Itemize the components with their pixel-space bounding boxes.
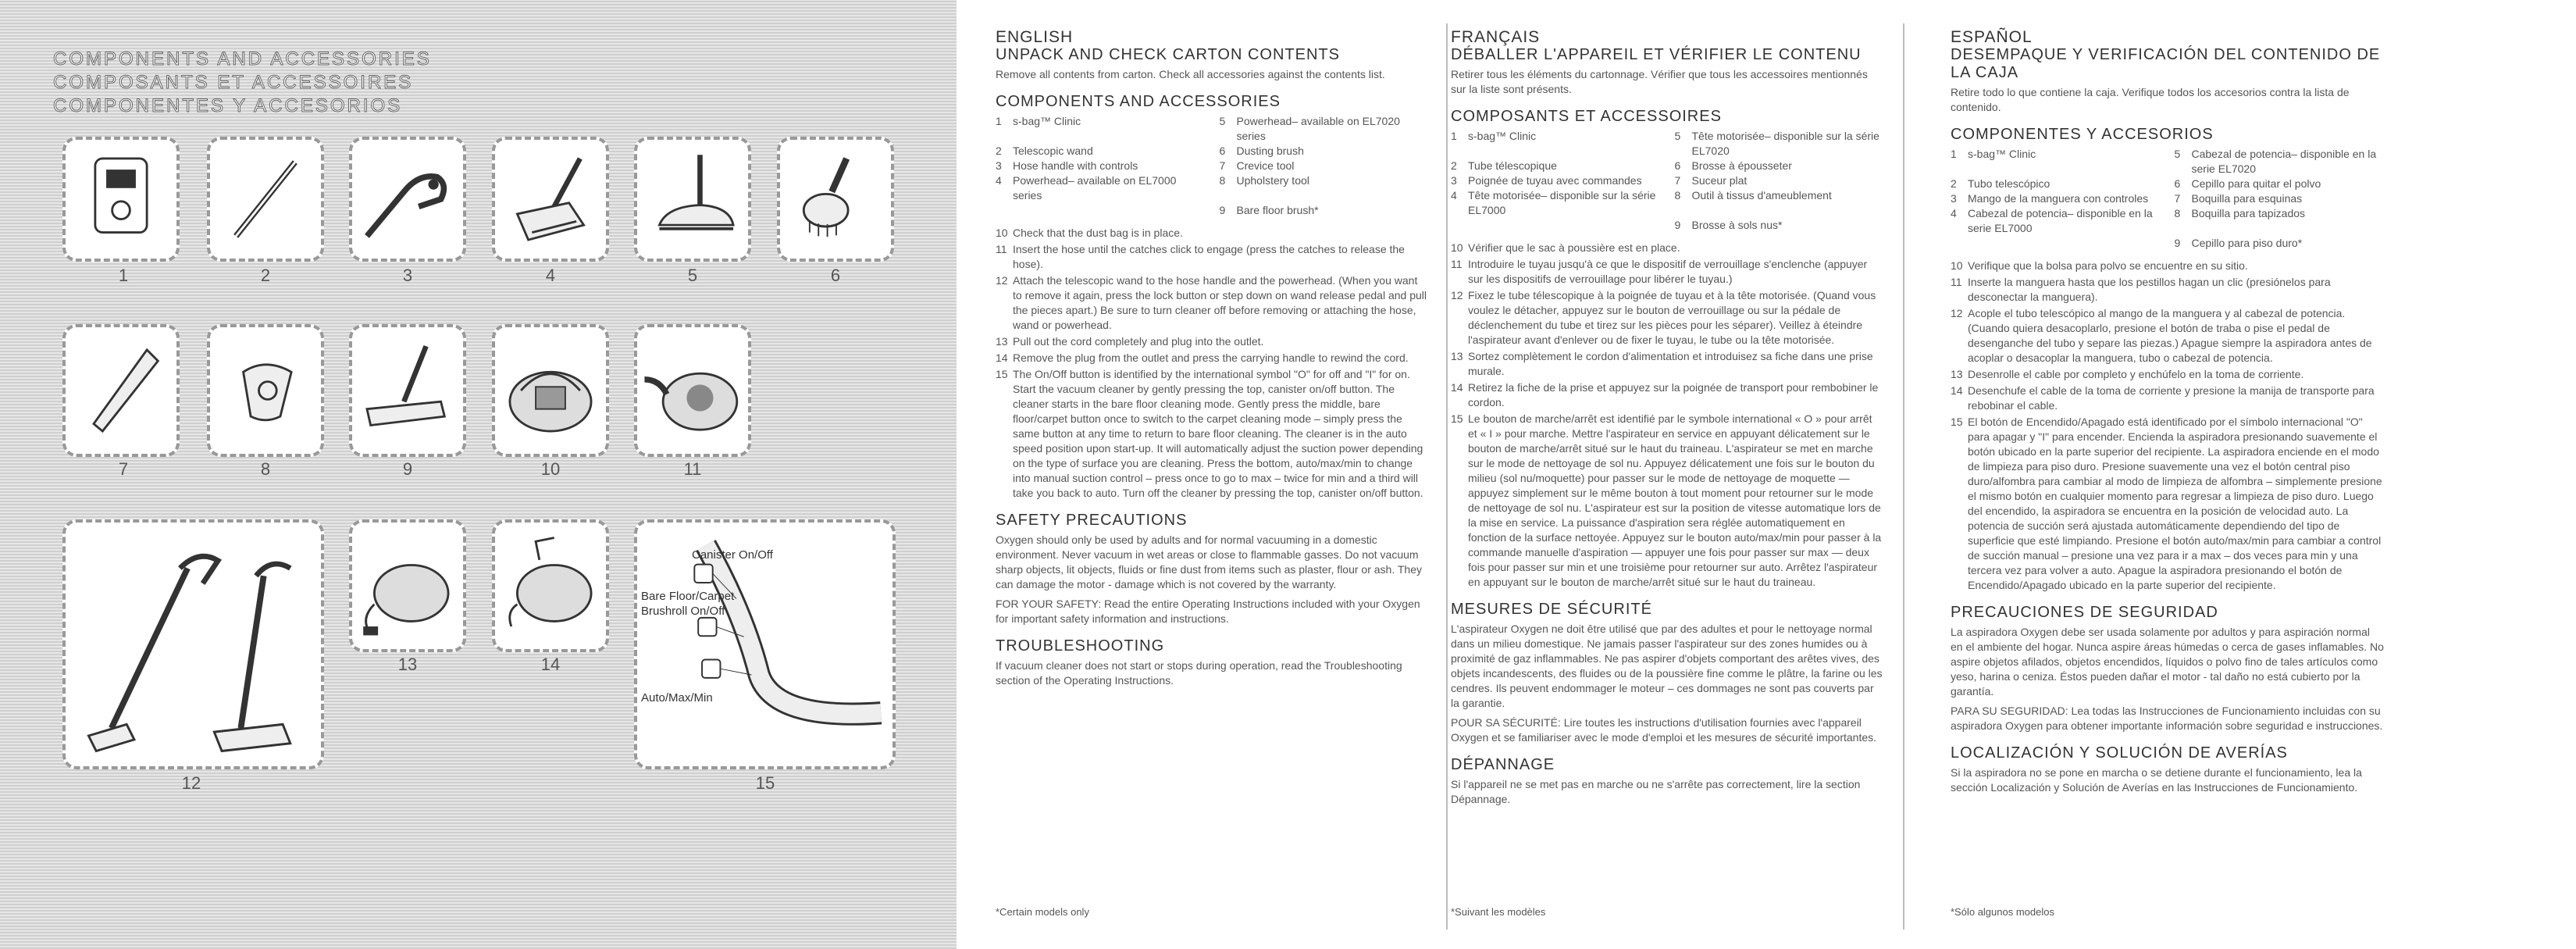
step-number: 13 [996, 335, 1008, 348]
item-text: Powerhead– available on EL7020 series [1236, 115, 1400, 142]
step-number: 13 [1951, 368, 1963, 380]
item-text: Outil à tissus d'ameublement [1691, 189, 1832, 202]
list-item [1220, 114, 1430, 144]
figure-2-wand [207, 137, 324, 262]
figure-12-assembly [62, 519, 324, 769]
list-item [1220, 173, 1430, 203]
item-number: 1 [996, 115, 1002, 127]
footnote-fr: *Suivant les modèles [1451, 906, 1546, 918]
step-number: 15 [1451, 412, 1463, 425]
item-number: 9 [2174, 237, 2181, 249]
section-title: PRECAUCIONES DE SEGURIDAD [1951, 604, 2218, 621]
list-item [1951, 236, 2161, 251]
step-number: 11 [1451, 258, 1463, 270]
section-title: COMPONENTES Y ACCESORIOS [1951, 126, 2214, 143]
step-text: Desenchufe el cable de la toma de corriente y presione la manija de transporte para rebobinar el cable. [1968, 384, 2375, 412]
figure-number: 15 [755, 773, 775, 793]
powerhead-icon [637, 140, 748, 259]
callout-canister: Canister On/Off [692, 548, 773, 562]
list-item [996, 144, 1206, 159]
list-item [2175, 206, 2385, 236]
step-item [1951, 415, 2384, 593]
paragraph: Retirer tous les éléments du cartonnage. Vérifier que tous les accessoires mentionnés sur la liste sont présents. [1451, 68, 1868, 95]
powerhead-icon [495, 140, 606, 259]
step-text: Retirez la fiche de la prise et appuyez sur la poignée de transport pour rembobiner le cordon. [1468, 381, 1879, 408]
step-number: 14 [1451, 381, 1463, 394]
item-text: s-bag™ Clinic [1013, 115, 1081, 127]
item-text: Tube télescopique [1468, 159, 1557, 172]
item-text: Tête motorisée– disponible sur la série EL7020 [1691, 130, 1879, 157]
item-number: 4 [996, 174, 1002, 187]
item-number: 7 [1674, 174, 1681, 187]
paragraph: Remove all contents from carton. Check all accessories against the contents list. [996, 68, 1385, 80]
figure-13-pull-cord [349, 519, 466, 652]
panel-title-es: COMPONENTES Y ACCESORIOS [53, 95, 403, 116]
figure-number: 1 [118, 266, 129, 285]
paragraph: Si l'appareil ne se met pas en marche ou ne s'arrête pas correctement, lire la section Dépannage. [1451, 778, 1861, 805]
section-title: COMPONENTS AND ACCESSORIES [996, 93, 1281, 110]
list-item [2175, 177, 2385, 191]
section-title: LOCALIZACIÓN Y SOLUCIÓN DE AVERÍAS [1951, 744, 2288, 762]
list-item [1951, 206, 2161, 236]
figure-number: 3 [402, 266, 413, 285]
column-spanish [1951, 30, 2384, 800]
figure-number: 11 [683, 459, 702, 479]
figure-number: 14 [540, 655, 561, 674]
figure-number: 12 [181, 773, 201, 793]
item-text: Powerhead– available on EL7000 series [1013, 174, 1177, 202]
crevice-tool-icon [66, 327, 176, 454]
step-number: 14 [1951, 384, 1963, 397]
item-number: 9 [1674, 219, 1681, 231]
list-item [2175, 147, 2385, 177]
list-item [1451, 129, 1661, 159]
section-title: MESURES DE SÉCURITÉ [1451, 601, 1652, 618]
vacuum-canister-icon [495, 327, 606, 454]
list-item [1451, 173, 1661, 188]
figure-7-crevice-tool [62, 324, 180, 457]
step-text: Sortez complètement le cordon d'alimentation et introduisez sa fiche dans une prise murale. [1468, 350, 1873, 377]
step-number: 15 [996, 368, 1008, 380]
item-number: 4 [1951, 207, 1957, 219]
step-text: Insert the hose until the catches click to engage (press the catches to release the hose). [1013, 243, 1405, 270]
step-number: 10 [996, 227, 1008, 239]
list-item [1951, 147, 2161, 177]
step-number: 12 [1451, 289, 1463, 301]
figure-3-hose-handle [349, 137, 466, 262]
list-item [996, 173, 1206, 203]
item-number: 7 [2174, 192, 2181, 205]
figure-15-controls [634, 519, 896, 769]
callout-auto: Auto/Max/Min [641, 691, 713, 705]
item-text: s-bag™ Clinic [1968, 148, 2036, 160]
paragraph: PARA SU SEGURIDAD: Lea todas las Instrucciones de Funcionamiento incluidas con su aspiradora Oxygen para obtener importante información sobre seguridad e instrucciones. [1951, 705, 2383, 732]
column-divider [1903, 23, 1904, 929]
section-title: DESEMPAQUE Y VERIFICACIÓN DEL CONTENIDO DE LA CAJA [1951, 46, 2381, 81]
figure-5-powerhead [634, 137, 751, 262]
step-text: Verifique que la bolsa para polvo se encuentre en su sitio. [1968, 259, 2248, 272]
steps-list [1951, 259, 2384, 593]
step-number: 10 [1951, 259, 1963, 272]
item-number: 1 [1951, 148, 1957, 160]
step-text: Remove the plug from the outlet and press the carrying handle to rewind the cord. [1013, 351, 1409, 364]
item-number: 6 [1674, 159, 1681, 172]
item-text: Cepillo para piso duro* [2191, 237, 2303, 249]
figure-6-dusting-brush [777, 137, 894, 262]
list-item [1220, 203, 1430, 218]
language-heading: ESPAÑOL [1951, 28, 2033, 46]
list-item [1675, 173, 1885, 188]
item-number: 8 [1219, 174, 1226, 187]
list-item [1451, 218, 1661, 233]
item-text: Bare floor brush* [1236, 204, 1319, 216]
step-item [996, 242, 1429, 272]
panel-title-en: COMPONENTS AND ACCESSORIES [53, 48, 432, 70]
step-text: Check that the dust bag is in place. [1013, 227, 1183, 239]
step-item [996, 226, 1429, 241]
item-text: Telescopic wand [1013, 144, 1093, 157]
figure-number: 8 [260, 459, 271, 479]
section-title: COMPOSANTS ET ACCESSOIRES [1451, 108, 1722, 125]
item-number: 3 [1951, 192, 1957, 205]
step-number: 15 [1951, 416, 1963, 428]
language-heading: FRANÇAIS [1451, 28, 1541, 46]
item-text: Dusting brush [1236, 144, 1304, 157]
step-item [1951, 306, 2384, 366]
column-divider [1446, 23, 1448, 929]
step-item [1951, 259, 2384, 273]
step-text: Le bouton de marche/arrêt est identifié par le symbole international « O » pour arrêt et « I » pour marche. Mettre l'aspirateur en service en appuyant délicatement sur le bouton de marche/arrêt situé sur le haut du traineau. L'aspirateur se met en marche sur le mode de nettoyage de sol nu. Appuyez délicatement une fois sur le bouton du milieu (sol nu/moquette) pour passer sur le mode de nettoyage de moquette — appuyez simplement sur le même bouton à tout moment pour retourner sur le mode de nettoyage de sol nu. L'aspirateur est sur la position de vitesse automatique lors de la mise en service. La puissance d'aspiration sera réglée automatiquement en fonction de la surface nettoyée. Appuyez sur le bouton auto/max/min pour passer à la commande manuelle d'aspiration — appuyer une fois pour passer sur max — deux fois pour passer sur min et une troisième pour retourner sur auto. Arrêtez l'aspirateur en appuyant sur le bouton de marche/arrêt situé sur le haut du traineau. [1468, 412, 1882, 588]
step-text: Desenrolle el cable por completo y enchúfelo en la toma de corriente. [1968, 368, 2304, 380]
column-english [996, 30, 1429, 693]
item-text: Suceur plat [1691, 174, 1748, 187]
list-item [996, 114, 1206, 144]
section-title: UNPACK AND CHECK CARTON CONTENTS [996, 46, 1340, 63]
column-french [1451, 30, 1884, 812]
list-item [1675, 188, 1885, 218]
item-text: Cepillo para quitar el polvo [2191, 177, 2321, 190]
section-title: DÉBALLER L'APPAREIL ET VÉRIFIER LE CONTENU [1451, 46, 1862, 63]
step-item [1451, 349, 1884, 379]
step-item [996, 351, 1429, 366]
list-item [1951, 177, 2161, 191]
step-item [996, 273, 1429, 333]
paragraph: If vacuum cleaner does not start or stops during operation, read the Troubleshooting section of the Operating Instructions. [996, 659, 1402, 687]
item-number: 5 [2174, 148, 2181, 160]
paragraph: POUR SA SÉCURITÉ: Lire toutes les instructions d'utilisation fournies avec l'appareil Oxygen et se familiariser avec le mode d'emploi et les mesures de sécurité importantes. [1451, 716, 1877, 744]
step-text: Acople el tubo telescópico al mango de la manguera y al cabezal de potencia. (Cuando quiera desacoplarlo, presione el botón de traba o pise el pedal de desenganche del tubo y separe las piezas.) Apague siempre la aspiradora antes de acoplar o desacoplar la manguera, tubo o cabezal de potencia. [1968, 307, 2372, 364]
list-item [1220, 144, 1430, 159]
figure-number: 4 [545, 266, 556, 285]
item-text: Brosse à épousseter [1691, 159, 1792, 172]
item-number: 7 [1219, 159, 1226, 172]
dust-bag-icon [66, 140, 176, 259]
step-text: Attach the telescopic wand to the hose handle and the powerhead. (When you want to remove it again, press the lock button or step down on wand release pedal and pull the pieces apart.) Be sure to turn cleaner off before removing or attaching the hose, wand or powerhead. [1013, 274, 1427, 331]
paragraph: FOR YOUR SAFETY: Read the entire Operating Instructions included with your Oxygen for important safety information and instructions. [996, 598, 1420, 625]
floor-brush-icon [352, 327, 463, 454]
item-text: s-bag™ Clinic [1468, 130, 1537, 142]
item-text: Boquilla para esquinas [2191, 192, 2303, 205]
figure-number: 10 [540, 459, 561, 479]
list-item [1220, 159, 1430, 173]
item-text: Upholstery tool [1236, 174, 1309, 187]
step-item [1451, 380, 1884, 410]
panel-title-fr: COMPOSANTS ET ACCESSOIRES [53, 72, 414, 93]
list-item [1951, 191, 2161, 206]
figure-14-rewind-cord [492, 519, 609, 652]
figure-1-sbag [62, 137, 180, 262]
vacuum-canister-icon [352, 523, 463, 649]
step-text: Pull out the cord completely and plug into the outlet. [1013, 335, 1264, 348]
list-item [1451, 188, 1661, 218]
item-number: 8 [2174, 207, 2181, 219]
step-item [996, 334, 1429, 349]
step-item [1951, 275, 2384, 305]
paragraph: La aspiradora Oxygen debe ser usada solamente por adultos y para aspiración normal en el ambiente del hogar. Nunca aspire áreas húmedas o cerca de gases inflamables. No aspire objetos afilados, objetos encendidos, líquidos o polvo fino de tales artículos como yeso, harina o ceniza. Éstos pueden dañar el motor - tal daño no está cubierto por la garantía. [1951, 626, 2384, 697]
item-text: Cabezal de potencia– disponible en la serie EL7020 [2191, 148, 2377, 175]
step-text: El botón de Encendido/Apagado está identificado por el símbolo internacional "O" para apagar y "I" para encender. Encienda la aspiradora presionando suavemente el botón ubicado en la parte superior del recipiente. La aspiradora enciende en el modo de limpieza para piso duro. Presione suavemente una vez el botón central piso duro/alfombra para cambiar al modo de limpieza de alfombra – simplemente presione el mismo botón en cualquier momento para regresar a limpieza de piso duro. Luego del encendido, la aspiradora se encuentra en la posición de velocidad auto. La potencia de succión será ajustada automáticamente dependiendo del tipo de superficie que esté limpiando. Presione el botón auto/max/min para cambiar a control de succión manual – presione una vez para ir a max – dos veces para min y una tercera vez para volver a auto. Apague la aspiradora presionando el botón de Encendido/Apagado ubicado en la parte superior del recipiente. [1968, 416, 2382, 591]
item-text: Tête motorisée– disponible sur la série EL7000 [1468, 189, 1656, 216]
item-number [1951, 236, 1968, 251]
steps-list [1451, 241, 1884, 590]
step-item [1451, 412, 1884, 590]
item-text: Brosse à sols nus* [1691, 219, 1783, 231]
figure-number: 9 [402, 459, 413, 479]
list-item [1675, 129, 1885, 159]
figure-number: 5 [687, 266, 698, 285]
item-number: 2 [1451, 159, 1457, 172]
dusting-brush-icon [780, 140, 891, 259]
item-number: 4 [1451, 189, 1457, 202]
item-number [996, 203, 1013, 218]
figure-8-upholstery-tool [207, 324, 324, 457]
list-item [1675, 218, 1885, 233]
figure-number: 6 [830, 266, 841, 285]
list-item [1451, 159, 1661, 173]
item-number: 9 [1219, 204, 1226, 216]
step-number: 11 [996, 243, 1007, 255]
step-text: The On/Off button is identified by the international symbol "O" for off and "I" for on. Start the vacuum cleaner by gently pressing the top, canister on/off button. The cleaner starts in the bare floor cleaning mode. Gently press the middle, bare floor/carpet button once to switch to the carpet cleaning mode – simply press the same button at any time to return to bare floor cleaning. The cleaner is in the auto speed position upon start-up. It will automatically adjust the suction power depending on the type of surface you are cleaning. Press the bottom, auto/max/min to change into manual suction control – press once to go to max – twice for min and a third will take you back to auto. Turn off the cleaner by pressing the top, canister on/off button. [1013, 368, 1423, 499]
item-number: 2 [996, 144, 1002, 157]
paragraph: Si la aspiradora no se pone en marcha o se detiene durante el funcionamiento, lea la sección Localización y Solución de Averías en las Instrucciones de Funcionamiento. [1951, 766, 2362, 794]
item-number [1451, 218, 1468, 233]
step-text: Vérifier que le sac à poussière est en place. [1468, 241, 1680, 254]
figure-number: 2 [260, 266, 271, 285]
callout-floor: Bare Floor/Carpet Brushroll On/Off [641, 590, 735, 618]
vacuum-canister-icon [495, 523, 606, 649]
vacuum-canister-icon [637, 327, 748, 454]
footnote-en: *Certain models only [996, 906, 1089, 918]
section-title: DÉPANNAGE [1451, 756, 1555, 773]
item-text: Mango de la manguera con controles [1968, 192, 2149, 205]
step-number: 13 [1451, 350, 1463, 362]
figure-11-insert-hose [634, 324, 751, 457]
illustration-panel [0, 0, 957, 949]
list-item [2175, 236, 2385, 251]
step-item [1451, 257, 1884, 287]
figure-9-floor-brush [349, 324, 466, 457]
step-number: 11 [1951, 276, 1962, 288]
list-item [2175, 191, 2385, 206]
step-number: 10 [1451, 241, 1463, 254]
item-number: 6 [2174, 177, 2181, 190]
item-number: 8 [1674, 189, 1681, 202]
item-number: 5 [1219, 115, 1226, 127]
footnote-es: *Sólo algunos modelos [1951, 906, 2054, 918]
paragraph: L'aspirateur Oxygen ne doit être utilisé que par des adultes et pour le nettoyage normal dans un milieu domestique. Ne jamais passer l'aspirateur sur des zones humides ou à proximité de gaz inflammables. Ne pas aspirer d'objets comportant des arêtes vives, des objets incandescents, des fluides ou de la poussière fine comme le plâtre, la farine ou les cendres. Ils peuvent endommager le moteur – ces dommages ne sont pas couverts par la garantie. [1451, 623, 1883, 709]
item-text: Cabezal de potencia– disponible en la serie EL7000 [1968, 207, 2153, 234]
step-item [1451, 288, 1884, 348]
figure-number: 7 [118, 459, 129, 479]
list-item [1675, 159, 1885, 173]
item-number: 3 [996, 159, 1002, 172]
step-number: 14 [996, 351, 1008, 364]
vacuum-wand-assembly-icon [66, 523, 321, 766]
item-number: 2 [1951, 177, 1957, 190]
item-text: Boquilla para tapizados [2191, 207, 2306, 219]
step-number: 12 [996, 274, 1008, 287]
paragraph: Retire todo lo que contiene la caja. Verifique todos los accesorios contra la lista de contenido. [1951, 86, 2350, 113]
item-number: 3 [1451, 174, 1457, 187]
step-text: Fixez le tube télescopique à la poignée de tuyau et à la tête motorisée. (Quand vous voulez le détacher, appuyez sur le bouton de verrouillage ou sur la pédale de déclenchement du tube et tirez sur les pièces pour les séparer). Veillez à éteindre l'aspirateur avant d'enlever ou de fixer le tuyau, le tube ou la tête motorisée. [1468, 289, 1876, 346]
list-item [996, 159, 1206, 173]
item-text: Hose handle with controls [1013, 159, 1138, 172]
item-text: Crevice tool [1236, 159, 1295, 172]
item-number: 1 [1451, 130, 1457, 142]
figure-4-powerhead [492, 137, 609, 262]
item-text: Poignée de tuyau avec commandes [1468, 174, 1642, 187]
step-item [1451, 241, 1884, 255]
paragraph: Oxygen should only be used by adults and for normal vacuuming in a domestic environment. Never vacuum in wet areas or close to flammable gasses. Do not vacuum sharp objects, lit objects, fluids or fine dust from items such as plaster, flour or ash. They can damage the motor - damage which is not covered by the warranty. [996, 533, 1422, 590]
telescopic-wand-icon [210, 140, 321, 259]
upholstery-tool-icon [210, 327, 321, 454]
section-title: SAFETY PRECAUTIONS [996, 512, 1188, 529]
step-text: Inserte la manguera hasta que los pestillos hagan un clic (presiónelos para desconectar la manguera). [1968, 276, 2331, 303]
steps-list [996, 226, 1429, 501]
item-number: 5 [1674, 130, 1681, 142]
section-title: TROUBLESHOOTING [996, 637, 1165, 655]
list-item [996, 203, 1206, 218]
figure-10-dust-bag-check [492, 324, 609, 457]
item-text: Tubo telescópico [1968, 177, 2050, 190]
step-text: Introduire le tuyau jusqu'à ce que le dispositif de verrouillage s'enclenche (appuyer sur les dispositifs de verrouillage pour libérer le tuyau.) [1468, 258, 1868, 285]
step-item [996, 367, 1429, 501]
item-number: 6 [1219, 144, 1226, 157]
hose-handle-icon [352, 140, 463, 259]
figure-number: 13 [397, 655, 418, 674]
components-list [1951, 147, 2384, 251]
step-item [1951, 384, 2384, 413]
components-list [1451, 129, 1884, 233]
step-item [1951, 367, 2384, 382]
step-number: 12 [1951, 307, 1963, 319]
components-list [996, 114, 1429, 218]
language-heading: ENGLISH [996, 28, 1074, 46]
